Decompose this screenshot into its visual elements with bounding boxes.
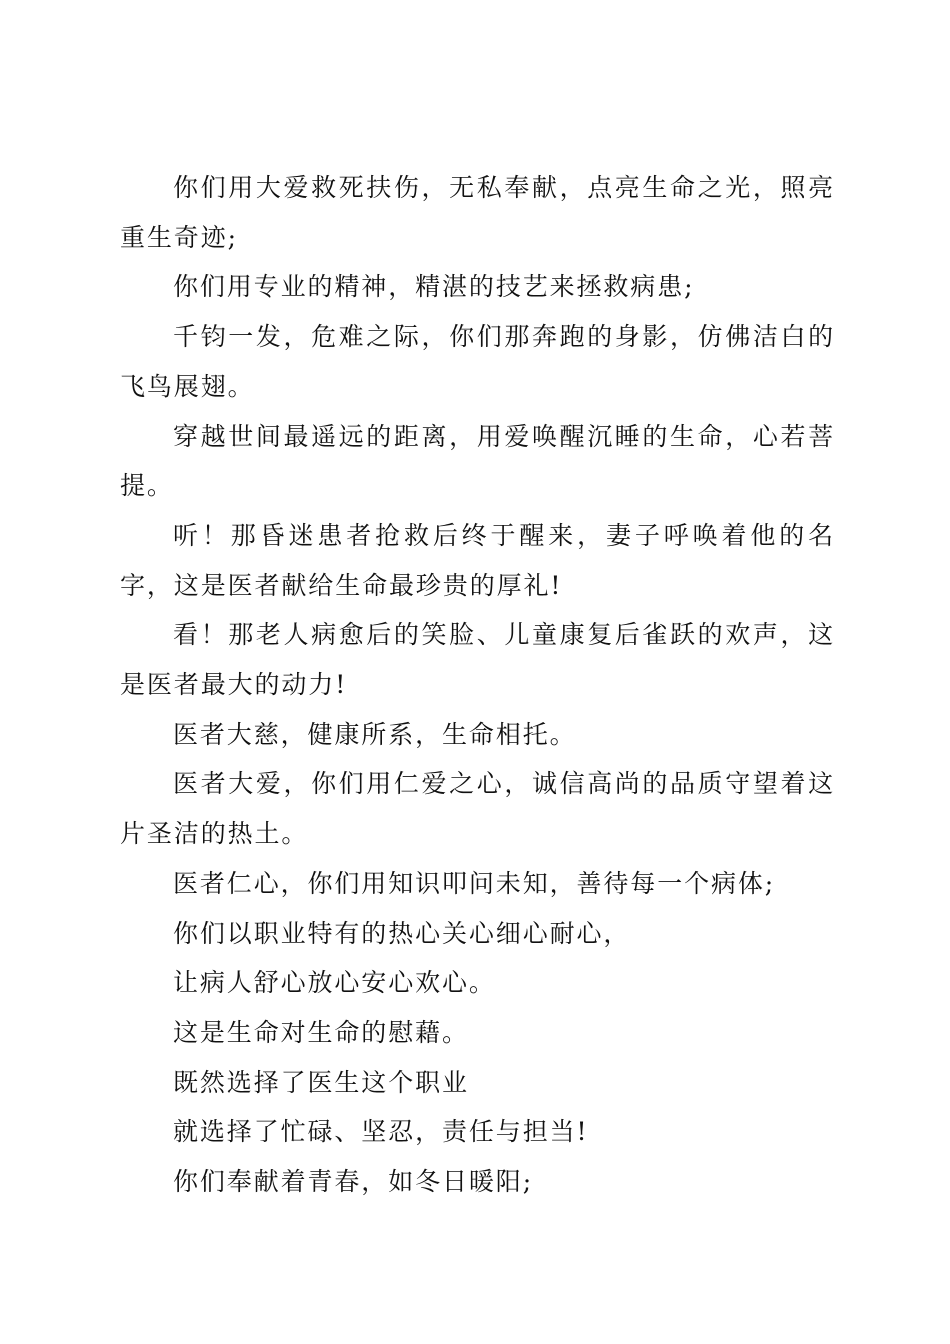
paragraph-2: 你们用专业的精神，精湛的技艺来拯救病患; xyxy=(173,272,695,302)
document-body xyxy=(120,163,835,1207)
paragraph-13: 既然选择了医生这个职业 xyxy=(173,1067,469,1097)
paragraph-5: 听！那昏迷患者抢救后终于醒来，妻子呼唤着他的名字，这是医者献给生命最珍贵的厚礼! xyxy=(120,520,835,600)
paragraph-8: 医者大爱，你们用仁爱之心，诚信高尚的品质守望着这片圣洁的热土。 xyxy=(120,769,835,849)
paragraph-3: 千钧一发，危难之际，你们那奔跑的身影，仿佛洁白的飞鸟展翅。 xyxy=(120,322,835,401)
paragraph-12: 这是生命对生命的慰藉。 xyxy=(173,1017,469,1047)
paragraph-9: 医者仁心，你们用知识叩问未知，善待每一个病体; xyxy=(173,868,776,898)
paragraph-4: 穿越世间最遥远的距离，用爱唤醒沉睡的生命，心若菩提。 xyxy=(120,421,835,501)
paragraph-11: 让病人舒心放心安心欢心。 xyxy=(173,968,496,998)
paragraph-7: 医者大慈，健康所系，生命相托。 xyxy=(173,719,577,749)
paragraph-14: 就选择了忙碌、坚忍，责任与担当! xyxy=(173,1117,589,1147)
paragraph-1: 你们用大爱救死扶伤，无私奉献，点亮生命之光，照亮重生奇迹; xyxy=(120,173,835,252)
paragraph-15: 你们奉献着青春，如冬日暖阳; xyxy=(173,1167,534,1197)
paragraph-6: 看！那老人病愈后的笑脸、儿童康复后雀跃的欢声，这是医者最大的动力! xyxy=(120,620,835,700)
paragraph-10: 你们以职业特有的热心关心细心耐心， xyxy=(173,918,631,948)
